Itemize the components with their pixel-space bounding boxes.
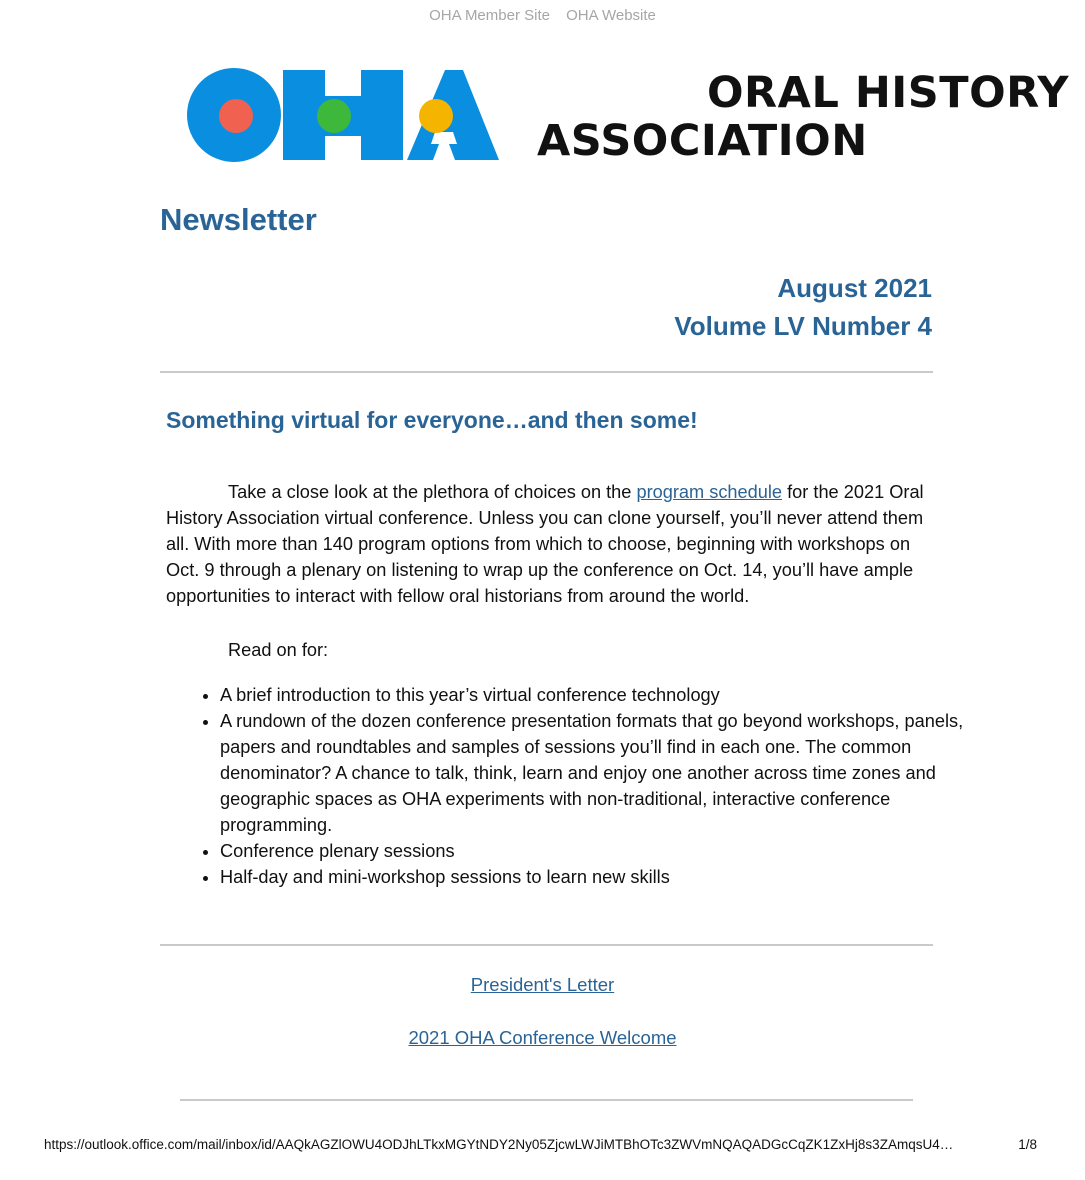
- oha-website-link[interactable]: OHA Website: [566, 7, 656, 24]
- presidents-letter-link[interactable]: President's Letter: [470, 974, 615, 995]
- list-item: • A rundown of the dozen conference presentation formats that go beyond workshops, panels, papers and roundtables and samples of sessions you’ll find in each one. The common denominator? A chance to talk, think, learn and enjoy one another across time zones and geographic spaces as OHA experiments with non-traditional, interactive conference programming.: [220, 708, 980, 838]
- article-paragraph-1: [166, 479, 926, 609]
- oha-logo: [187, 66, 1070, 166]
- top-links: [0, 7, 1085, 24]
- logo-text-association: ASSOCIATION: [537, 116, 868, 166]
- para1-text-after: for the 2021 Oral History Association virtual conference. Unless you can clone yourself, you’ll never attend them all. With more than 140 program options from which to choose, beginning with workshops on Oct. 9 through a plenary on listening to wrap up the conference on Oct. 14, you’ll have ample opportunities to interact with fellow oral historians from around the world.: [166, 482, 924, 606]
- issue-date: August 2021: [777, 273, 932, 303]
- conference-welcome-link[interactable]: 2021 OHA Conference Welcome: [408, 1027, 677, 1048]
- read-on-text: Read on for:: [228, 640, 329, 660]
- footer-page-number: 1/8: [1018, 1137, 1037, 1152]
- list-item: • Conference plenary sessions: [220, 838, 980, 864]
- article-headline: Something virtual for everyone…and then some!: [166, 407, 698, 433]
- divider: [160, 371, 933, 373]
- presidents-letter-row: [0, 974, 1085, 996]
- oha-logo-mark-icon: [187, 66, 499, 166]
- member-site-link[interactable]: OHA Member Site: [429, 7, 550, 24]
- conference-welcome-row: [0, 1027, 1085, 1049]
- list-item: • Half-day and mini-workshop sessions to learn new skills: [220, 864, 980, 890]
- program-schedule-link[interactable]: program schedule: [636, 482, 783, 502]
- divider: [180, 1099, 913, 1101]
- para1-text-before: Take a close look at the plethora of choices on the: [228, 482, 637, 502]
- list-item: • A brief introduction to this year’s virtual conference technology: [220, 682, 980, 708]
- divider: [160, 944, 933, 946]
- article-bullet-list: [166, 682, 980, 890]
- footer-url: https://outlook.office.com/mail/inbox/id/AAQkAGZlOWU4ODJhLTkxMGYtNDY2Ny05ZjcwLWJiMTBhOTc3ZWVmNQAQADGcCqZK1ZxHj8s3ZAmqsU4…: [44, 1137, 954, 1152]
- newsletter-title: Newsletter: [160, 202, 317, 237]
- issue-volume: Volume LV Number 4: [674, 311, 932, 341]
- logo-text-oral-history: ORAL HISTORY: [707, 68, 1070, 118]
- article-paragraph-2: [166, 637, 926, 663]
